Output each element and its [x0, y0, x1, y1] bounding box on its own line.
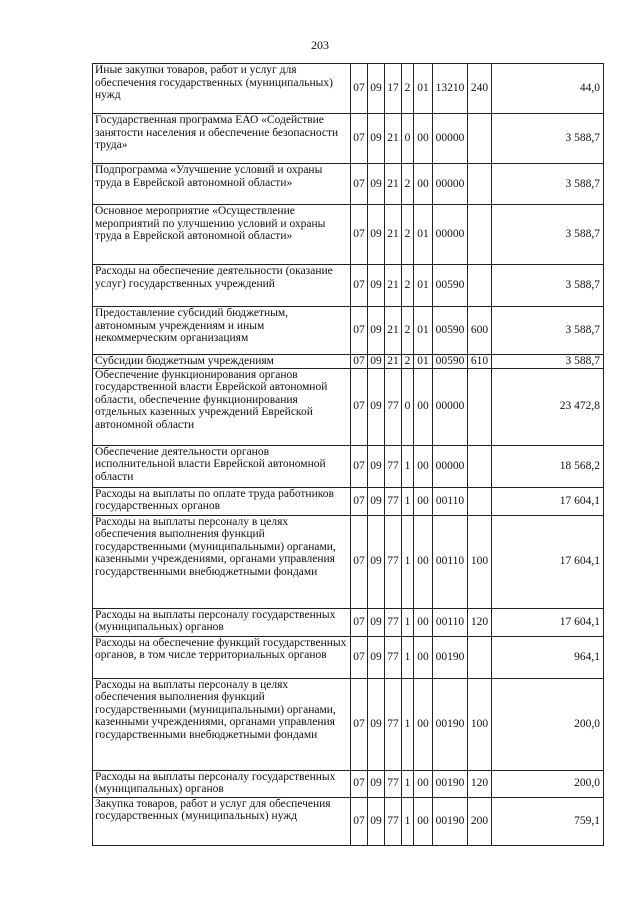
- table-row: [93, 770, 604, 797]
- subsection-code: 09: [368, 64, 385, 114]
- subsection-code: 09: [368, 678, 385, 770]
- table-row: [93, 114, 604, 164]
- subsection-code: 09: [368, 355, 385, 369]
- row-name: Подпрограмма «Улучшение условий и охраны труда в Еврейской автономной области»: [93, 164, 351, 205]
- subsection-code: 09: [368, 636, 385, 678]
- main-activity-code: 00: [414, 515, 433, 608]
- direction-code: 00000: [433, 445, 468, 487]
- subprogram-code: 2: [402, 64, 414, 114]
- budget-table: [92, 63, 604, 846]
- expense-type-code: [468, 368, 492, 445]
- subsection-code: 09: [368, 114, 385, 164]
- amount-cell: 759,1: [492, 797, 604, 845]
- subprogram-code: 2: [402, 355, 414, 369]
- row-name: Обеспечение функционирования органов государственной власти Еврейской автономной области, обеспечение функционирования отдельных казенных учреждений Еврейской автономной области: [93, 368, 351, 445]
- row-name: Расходы на выплаты по оплате труда работников государственных органов: [93, 487, 351, 515]
- direction-code: 00190: [433, 770, 468, 797]
- section-code: 07: [351, 64, 368, 114]
- expense-type-code: 610: [468, 355, 492, 369]
- expense-type-code: 600: [468, 307, 492, 355]
- main-activity-code: 00: [414, 608, 433, 636]
- main-activity-code: 00: [414, 164, 433, 205]
- direction-code: 00590: [433, 307, 468, 355]
- table-row: [93, 445, 604, 487]
- section-code: 07: [351, 445, 368, 487]
- amount-cell: 964,1: [492, 636, 604, 678]
- table-row: [93, 636, 604, 678]
- direction-code: 00000: [433, 114, 468, 164]
- row-name: Расходы на выплаты персоналу в целях обеспечения выполнения функций государственными (муниципальными) органами, казенными учреждениями, органами управления государственными внебюджетными фондами: [93, 515, 351, 608]
- amount-cell: 23 472,8: [492, 368, 604, 445]
- table-row: [93, 307, 604, 355]
- amount-cell: 3 588,7: [492, 205, 604, 265]
- subsection-code: 09: [368, 265, 385, 307]
- amount-cell: 3 588,7: [492, 114, 604, 164]
- expense-type-code: [468, 487, 492, 515]
- amount-cell: 200,0: [492, 770, 604, 797]
- program-code: 17: [385, 64, 402, 114]
- direction-code: 00590: [433, 355, 468, 369]
- row-name: Субсидии бюджетным учреждениям: [93, 355, 351, 369]
- program-code: 21: [385, 164, 402, 205]
- subsection-code: 09: [368, 487, 385, 515]
- table-row: [93, 164, 604, 205]
- section-code: 07: [351, 164, 368, 205]
- section-code: 07: [351, 114, 368, 164]
- table-row: [93, 515, 604, 608]
- subsection-code: 09: [368, 368, 385, 445]
- subprogram-code: 2: [402, 164, 414, 205]
- row-name: Предоставление субсидий бюджетным, автономным учреждениям и иным некоммерческим организациям: [93, 307, 351, 355]
- program-code: 77: [385, 368, 402, 445]
- table-row: [93, 368, 604, 445]
- subprogram-code: 0: [402, 114, 414, 164]
- expense-type-code: 200: [468, 797, 492, 845]
- row-name: Расходы на обеспечение функций государственных органов, в том числе территориальных органов: [93, 636, 351, 678]
- direction-code: 00110: [433, 608, 468, 636]
- row-name: Закупка товаров, работ и услуг для обеспечения государственных (муниципальных) нужд: [93, 797, 351, 845]
- direction-code: 00000: [433, 164, 468, 205]
- amount-cell: 17 604,1: [492, 487, 604, 515]
- amount-cell: 44,0: [492, 64, 604, 114]
- subprogram-code: 1: [402, 797, 414, 845]
- subsection-code: 09: [368, 445, 385, 487]
- table-row: [93, 265, 604, 307]
- section-code: 07: [351, 515, 368, 608]
- direction-code: 13210: [433, 64, 468, 114]
- subprogram-code: 1: [402, 487, 414, 515]
- direction-code: 00110: [433, 487, 468, 515]
- expense-type-code: 120: [468, 770, 492, 797]
- main-activity-code: 00: [414, 487, 433, 515]
- main-activity-code: 00: [414, 636, 433, 678]
- program-code: 21: [385, 114, 402, 164]
- section-code: 07: [351, 307, 368, 355]
- amount-cell: 3 588,7: [492, 355, 604, 369]
- subsection-code: 09: [368, 205, 385, 265]
- row-name: Расходы на выплаты персоналу государственных (муниципальных) органов: [93, 608, 351, 636]
- direction-code: 00190: [433, 678, 468, 770]
- section-code: 07: [351, 487, 368, 515]
- section-code: 07: [351, 636, 368, 678]
- main-activity-code: 01: [414, 355, 433, 369]
- direction-code: 00190: [433, 636, 468, 678]
- subsection-code: 09: [368, 515, 385, 608]
- subprogram-code: 1: [402, 770, 414, 797]
- subprogram-code: 2: [402, 265, 414, 307]
- main-activity-code: 01: [414, 307, 433, 355]
- row-name: Расходы на обеспечение деятельности (оказание услуг) государственных учреждений: [93, 265, 351, 307]
- expense-type-code: 240: [468, 64, 492, 114]
- main-activity-code: 00: [414, 678, 433, 770]
- program-code: 77: [385, 770, 402, 797]
- subprogram-code: 2: [402, 205, 414, 265]
- program-code: 77: [385, 487, 402, 515]
- expense-type-code: [468, 164, 492, 205]
- section-code: 07: [351, 205, 368, 265]
- section-code: 07: [351, 770, 368, 797]
- subprogram-code: 1: [402, 515, 414, 608]
- subprogram-code: 1: [402, 445, 414, 487]
- expense-type-code: [468, 205, 492, 265]
- amount-cell: 200,0: [492, 678, 604, 770]
- direction-code: 00190: [433, 797, 468, 845]
- table-row: [93, 678, 604, 770]
- program-code: 77: [385, 678, 402, 770]
- program-code: 21: [385, 355, 402, 369]
- section-code: 07: [351, 608, 368, 636]
- table-row: [93, 608, 604, 636]
- expense-type-code: [468, 636, 492, 678]
- row-name: Государственная программа ЕАО «Содействие занятости населения и обеспечение безопасности труда»: [93, 114, 351, 164]
- table-row: [93, 797, 604, 845]
- program-code: 21: [385, 265, 402, 307]
- amount-cell: 17 604,1: [492, 608, 604, 636]
- program-code: 21: [385, 205, 402, 265]
- expense-type-code: 120: [468, 608, 492, 636]
- subsection-code: 09: [368, 770, 385, 797]
- program-code: 77: [385, 797, 402, 845]
- amount-cell: 17 604,1: [492, 515, 604, 608]
- main-activity-code: 01: [414, 64, 433, 114]
- main-activity-code: 00: [414, 770, 433, 797]
- main-activity-code: 00: [414, 368, 433, 445]
- row-name: Основное мероприятие «Осуществление мероприятий по улучшению условий и охраны труда в Еврейской автономной области»: [93, 205, 351, 265]
- row-name: Обеспечение деятельности органов исполнительной власти Еврейской автономной области: [93, 445, 351, 487]
- subprogram-code: 1: [402, 636, 414, 678]
- main-activity-code: 01: [414, 265, 433, 307]
- amount-cell: 3 588,7: [492, 164, 604, 205]
- section-code: 07: [351, 265, 368, 307]
- program-code: 77: [385, 515, 402, 608]
- section-code: 07: [351, 678, 368, 770]
- subsection-code: 09: [368, 164, 385, 205]
- main-activity-code: 00: [414, 114, 433, 164]
- subsection-code: 09: [368, 307, 385, 355]
- amount-cell: 18 568,2: [492, 445, 604, 487]
- expense-type-code: 100: [468, 515, 492, 608]
- amount-cell: 3 588,7: [492, 265, 604, 307]
- expense-type-code: [468, 445, 492, 487]
- table-row: [93, 205, 604, 265]
- program-code: 77: [385, 445, 402, 487]
- direction-code: 00000: [433, 205, 468, 265]
- subprogram-code: 1: [402, 678, 414, 770]
- amount-cell: 3 588,7: [492, 307, 604, 355]
- program-code: 21: [385, 307, 402, 355]
- table-row: [93, 64, 604, 114]
- subprogram-code: 1: [402, 608, 414, 636]
- main-activity-code: 00: [414, 797, 433, 845]
- row-name: Иные закупки товаров, работ и услуг для обеспечения государственных (муниципальных) нужд: [93, 64, 351, 114]
- direction-code: 00110: [433, 515, 468, 608]
- direction-code: 00000: [433, 368, 468, 445]
- row-name: Расходы на выплаты персоналу в целях обеспечения выполнения функций государственными (муниципальными) органами, казенными учреждениями, органами управления государственными внебюджетными фондами: [93, 678, 351, 770]
- program-code: 77: [385, 636, 402, 678]
- section-code: 07: [351, 368, 368, 445]
- table-row: [93, 355, 604, 369]
- row-name: Расходы на выплаты персоналу государственных (муниципальных) органов: [93, 770, 351, 797]
- table-row: [93, 487, 604, 515]
- main-activity-code: 01: [414, 205, 433, 265]
- page-number: 203: [311, 38, 329, 52]
- subprogram-code: 0: [402, 368, 414, 445]
- expense-type-code: 100: [468, 678, 492, 770]
- subprogram-code: 2: [402, 307, 414, 355]
- subsection-code: 09: [368, 797, 385, 845]
- expense-type-code: [468, 265, 492, 307]
- direction-code: 00590: [433, 265, 468, 307]
- section-code: 07: [351, 355, 368, 369]
- program-code: 77: [385, 608, 402, 636]
- expense-type-code: [468, 114, 492, 164]
- section-code: 07: [351, 797, 368, 845]
- main-activity-code: 00: [414, 445, 433, 487]
- subsection-code: 09: [368, 608, 385, 636]
